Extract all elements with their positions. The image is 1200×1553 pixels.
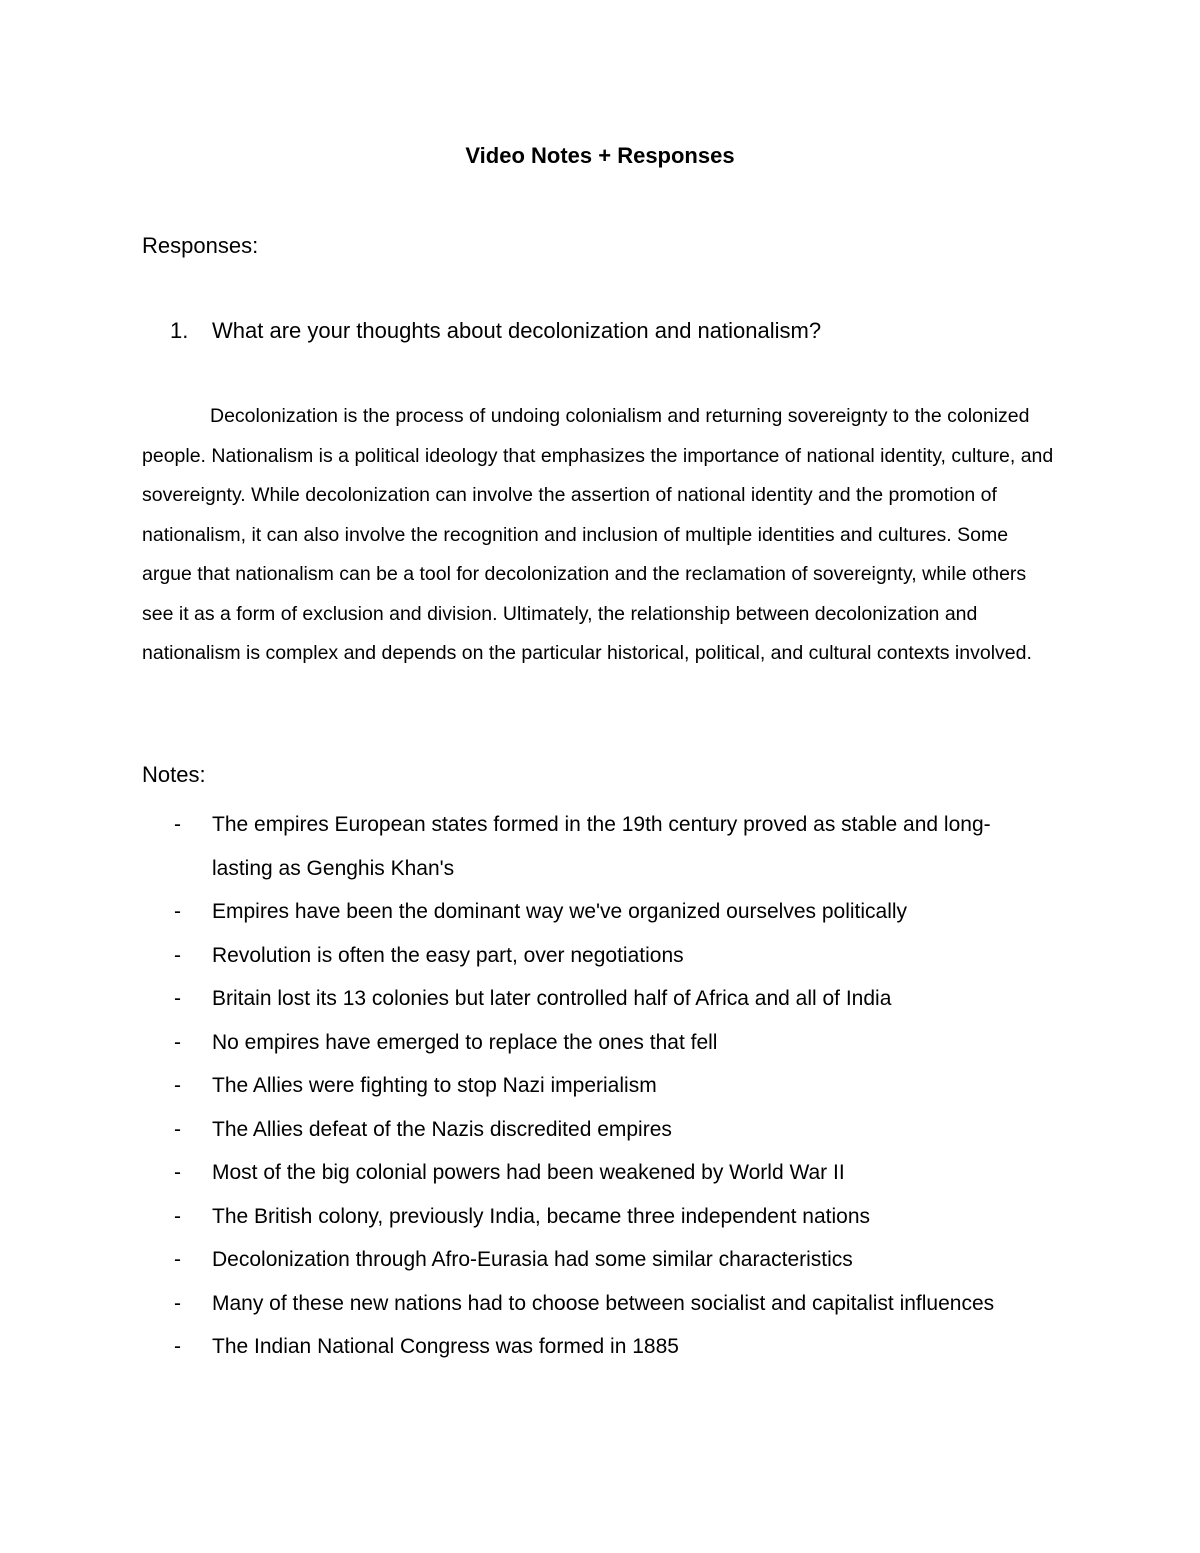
- bullet-dash: -: [174, 943, 181, 967]
- bullet-dash: -: [174, 1074, 181, 1097]
- bullet-dash: -: [174, 1291, 181, 1315]
- note-text: The British colony, previously India, became three independent nations: [212, 1204, 871, 1228]
- notes-list: [142, 803, 1042, 1369]
- bullet-dash: -: [174, 1161, 181, 1184]
- list-item: [142, 1021, 1042, 1065]
- notes-heading: Notes:: [142, 762, 206, 787]
- note-text: Revolution is often the easy part, over negotiations: [212, 943, 684, 967]
- bullet-dash: -: [174, 1248, 181, 1271]
- note-text: Britain lost its 13 colonies but later controlled half of Africa and all of India: [212, 987, 892, 1010]
- list-item: [142, 803, 1042, 890]
- list-item: [142, 1282, 1042, 1326]
- note-text: Most of the big colonial powers had been weakened by World War II: [212, 1161, 845, 1184]
- responses-heading: Responses:: [142, 233, 259, 258]
- list-item: [142, 1238, 1042, 1282]
- note-text: Decolonization through Afro-Eurasia had some similar characteristics: [212, 1248, 853, 1271]
- bullet-dash: -: [174, 1204, 181, 1228]
- bullet-dash: -: [174, 1030, 181, 1054]
- bullet-dash: -: [174, 1335, 181, 1358]
- document-title: Video Notes + Responses: [465, 143, 735, 168]
- list-item: [142, 1151, 1042, 1195]
- bullet-dash: -: [174, 900, 181, 923]
- note-text: No empires have emerged to replace the ones that fell: [212, 1030, 718, 1054]
- note-text: The empires European states formed in the 19th century proved as stable and long-lasting as Genghis Khan's: [212, 813, 991, 880]
- list-item: [142, 890, 1042, 934]
- note-text: Many of these new nations had to choose between socialist and capitalist influences: [212, 1291, 995, 1315]
- answer-paragraph: Decolonization is the process of undoing colonialism and returning sovereignty to the colonized people. Nationalism is a political ideology that emphasizes the importance of national identity, culture, and sovereignty. While decolonization can involve the assertion of national identity and the promotion of nationalism, it can also involve the recognition and inclusion of multiple identities and cultures. Some argue that nationalism can be a tool for decolonization and the reclamation of sovereignty, while others see it as a form of exclusion and division. Ultimately, the relationship between decolonization and nationalism is complex and depends on the particular historical, political, and cultural contexts involved.: [142, 405, 1054, 664]
- note-text: Empires have been the dominant way we've organized ourselves politically: [212, 900, 908, 923]
- note-text: The Indian National Congress was formed in 1885: [212, 1335, 679, 1358]
- list-item: [142, 1064, 1042, 1108]
- list-item: [142, 1325, 1042, 1369]
- bullet-dash: -: [174, 987, 181, 1010]
- question-number: 1.: [170, 318, 189, 343]
- list-item: [142, 934, 1042, 978]
- bullet-dash: -: [174, 813, 181, 836]
- bullet-dash: -: [174, 1117, 181, 1141]
- note-text: The Allies were fighting to stop Nazi imperialism: [212, 1074, 657, 1097]
- question-text: What are your thoughts about decolonization and nationalism?: [212, 318, 822, 343]
- list-item: [142, 1195, 1042, 1239]
- note-text: The Allies defeat of the Nazis discredited empires: [212, 1117, 672, 1141]
- list-item: [142, 1108, 1042, 1152]
- list-item: [142, 977, 1042, 1021]
